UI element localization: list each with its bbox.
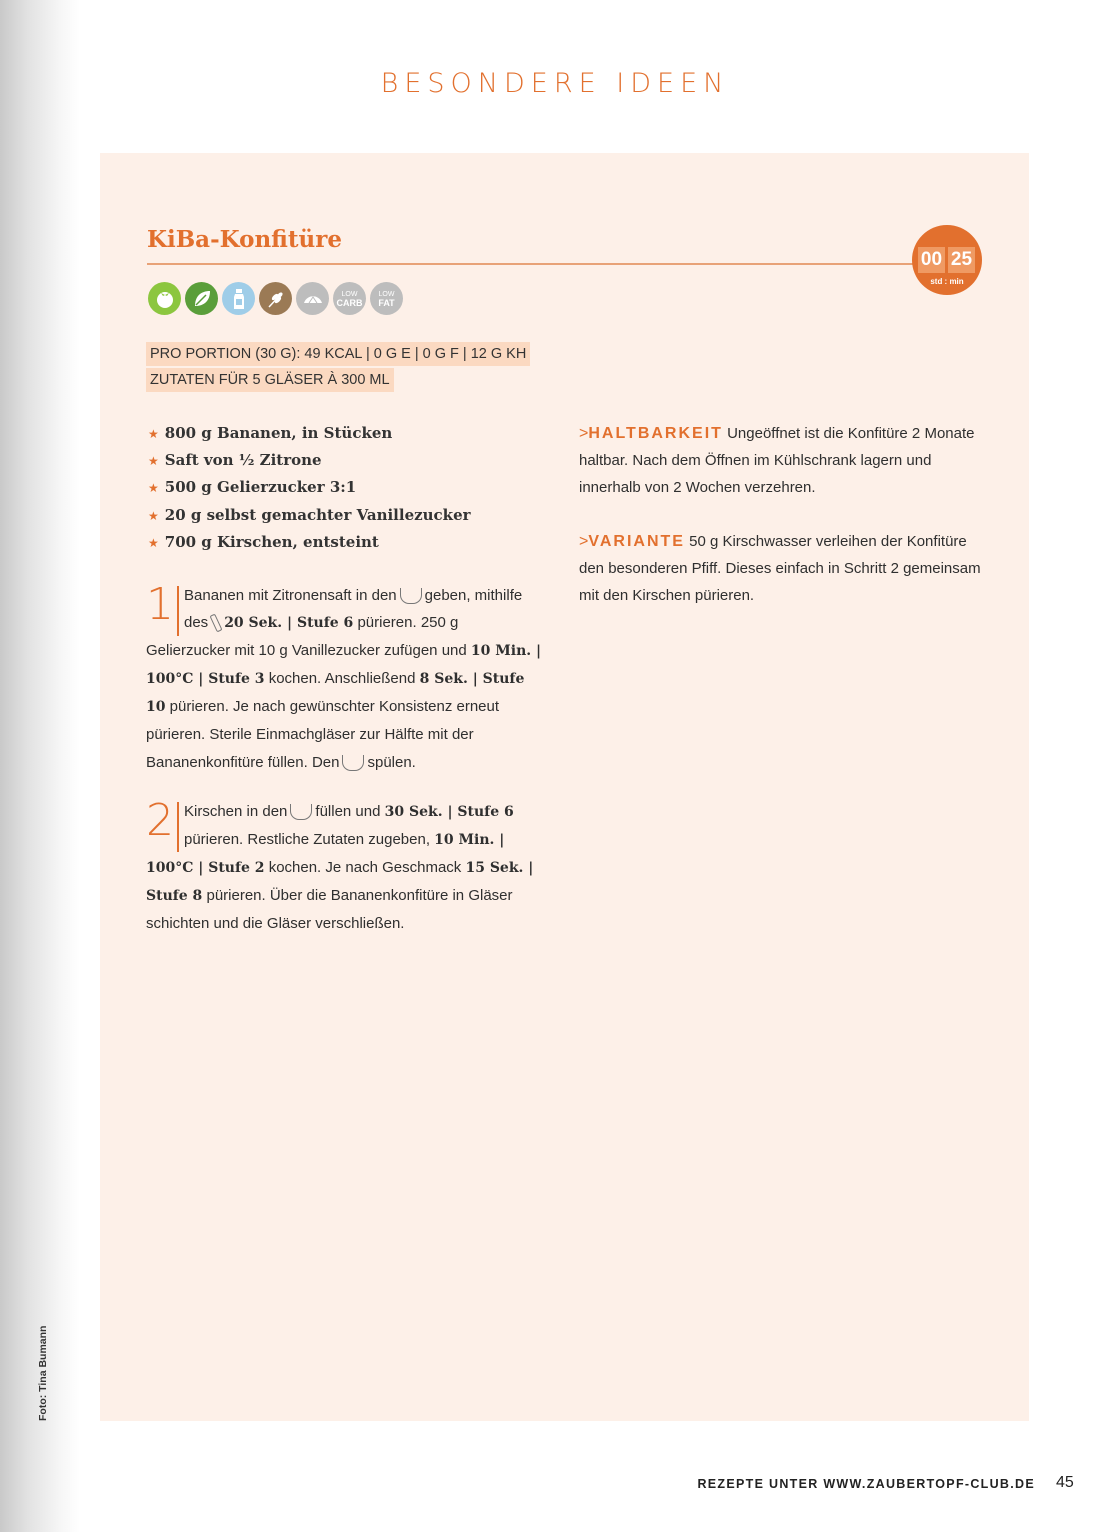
milk-bottle-icon: [222, 282, 255, 315]
tomato-icon: [148, 282, 181, 315]
timer-minutes: 25: [948, 247, 975, 273]
star-icon: ★: [148, 481, 159, 496]
fish-icon: [296, 282, 329, 315]
star-icon: ★: [148, 508, 159, 523]
mixing-bowl-icon: [342, 755, 364, 771]
star-icon: ★: [148, 454, 159, 469]
section-title: BESONDERE IDEEN: [380, 68, 730, 99]
leaf-icon: [185, 282, 218, 315]
recipe-title: KiBa-Konfitüre: [147, 226, 342, 253]
tip-heading: >HALTBARKEIT: [579, 425, 723, 442]
mixing-bowl-icon: [290, 804, 312, 820]
tip-variant: >VARIANTE 50 g Kirschwasser verleihen der Konfitüre den besonderen Pfiff. Dieses einfach in Schritt 2 gemeinsam mit den Kirschen pürieren.: [579, 533, 981, 605]
nutrition-info: PRO PORTION (30 G): 49 KCAL | 0 G E | 0 G F | 12 G KH: [146, 342, 530, 366]
star-icon: ★: [148, 535, 159, 550]
timer-hours: 00: [918, 247, 945, 273]
tip-shelf-life: >HALTBARKEIT Ungeöffnet ist die Konfitüre 2 Monate haltbar. Nach dem Öffnen im Kühlschrank lagern und innerhalb von 2 Wochen verzehren.: [579, 425, 975, 497]
step-2: 2 Kirschen in den füllen und 30 Sek. | Stufe 6 pürieren. Restliche Zutaten zugeben, 10 Min. | 100°C | Stufe 2 kochen. Je nach Geschmack 15 Sek. | Stufe 8 pürieren. Über die Bananenkonfitüre in Gläser schichten und die Gläser verschließen.: [146, 795, 534, 933]
low-carb-badge: LOW CARB: [333, 282, 366, 315]
low-fat-badge: LOW FAT: [370, 282, 403, 315]
timer-units: std : min: [930, 277, 964, 286]
diet-badges: [148, 282, 403, 315]
page-spine-shadow: [0, 0, 80, 1532]
step-number: 2: [146, 795, 174, 846]
wheat-icon: [259, 282, 292, 315]
list-item: ★ 500 g Gelierzucker 3:1: [148, 478, 357, 497]
timer-badge: [912, 225, 982, 295]
footer-website: REZEPTE UNTER WWW.ZAUBERTOPF-CLUB.DE: [697, 1477, 1035, 1491]
tip-heading: >VARIANTE: [579, 533, 685, 550]
step-1: 1 Bananen mit Zitronensaft in den geben, mithilfe des 20 Sek. | Stufe 6 pürieren. 250 g Gelierzucker mit 10 g Vanillezucker zufügen und 10 Min. | 100°C | Stufe 3 kochen. Anschließend 8 Sek. | Stufe 10 pürieren. Je nach gewünschter Konsistenz erneut pürieren. Sterile Einmachgläser zur Hälfte mit der Bananenkonfitüre füllen. Den spülen.: [146, 579, 542, 771]
mixing-bowl-icon: [400, 588, 422, 604]
list-item: ★ 700 g Kirschen, entsteint: [148, 532, 379, 551]
photo-credit: Foto: Tina Bumann: [37, 1325, 49, 1421]
step-number: 1: [146, 579, 174, 630]
step-divider: [177, 802, 179, 852]
list-item: ★ 800 g Bananen, in Stücken: [148, 424, 393, 442]
star-icon: ★: [148, 427, 159, 441]
list-item: ★ Saft von ½ Zitrone: [148, 451, 322, 470]
yield-info: ZUTATEN FÜR 5 GLÄSER À 300 ML: [146, 368, 394, 392]
page-number: 45: [1056, 1474, 1074, 1491]
title-divider: [147, 263, 922, 265]
spatula-icon: [210, 614, 223, 633]
step-divider: [177, 586, 179, 636]
ingredient-list: [148, 421, 471, 557]
list-item: ★ 20 g selbst gemachter Vanillezucker: [148, 505, 471, 524]
